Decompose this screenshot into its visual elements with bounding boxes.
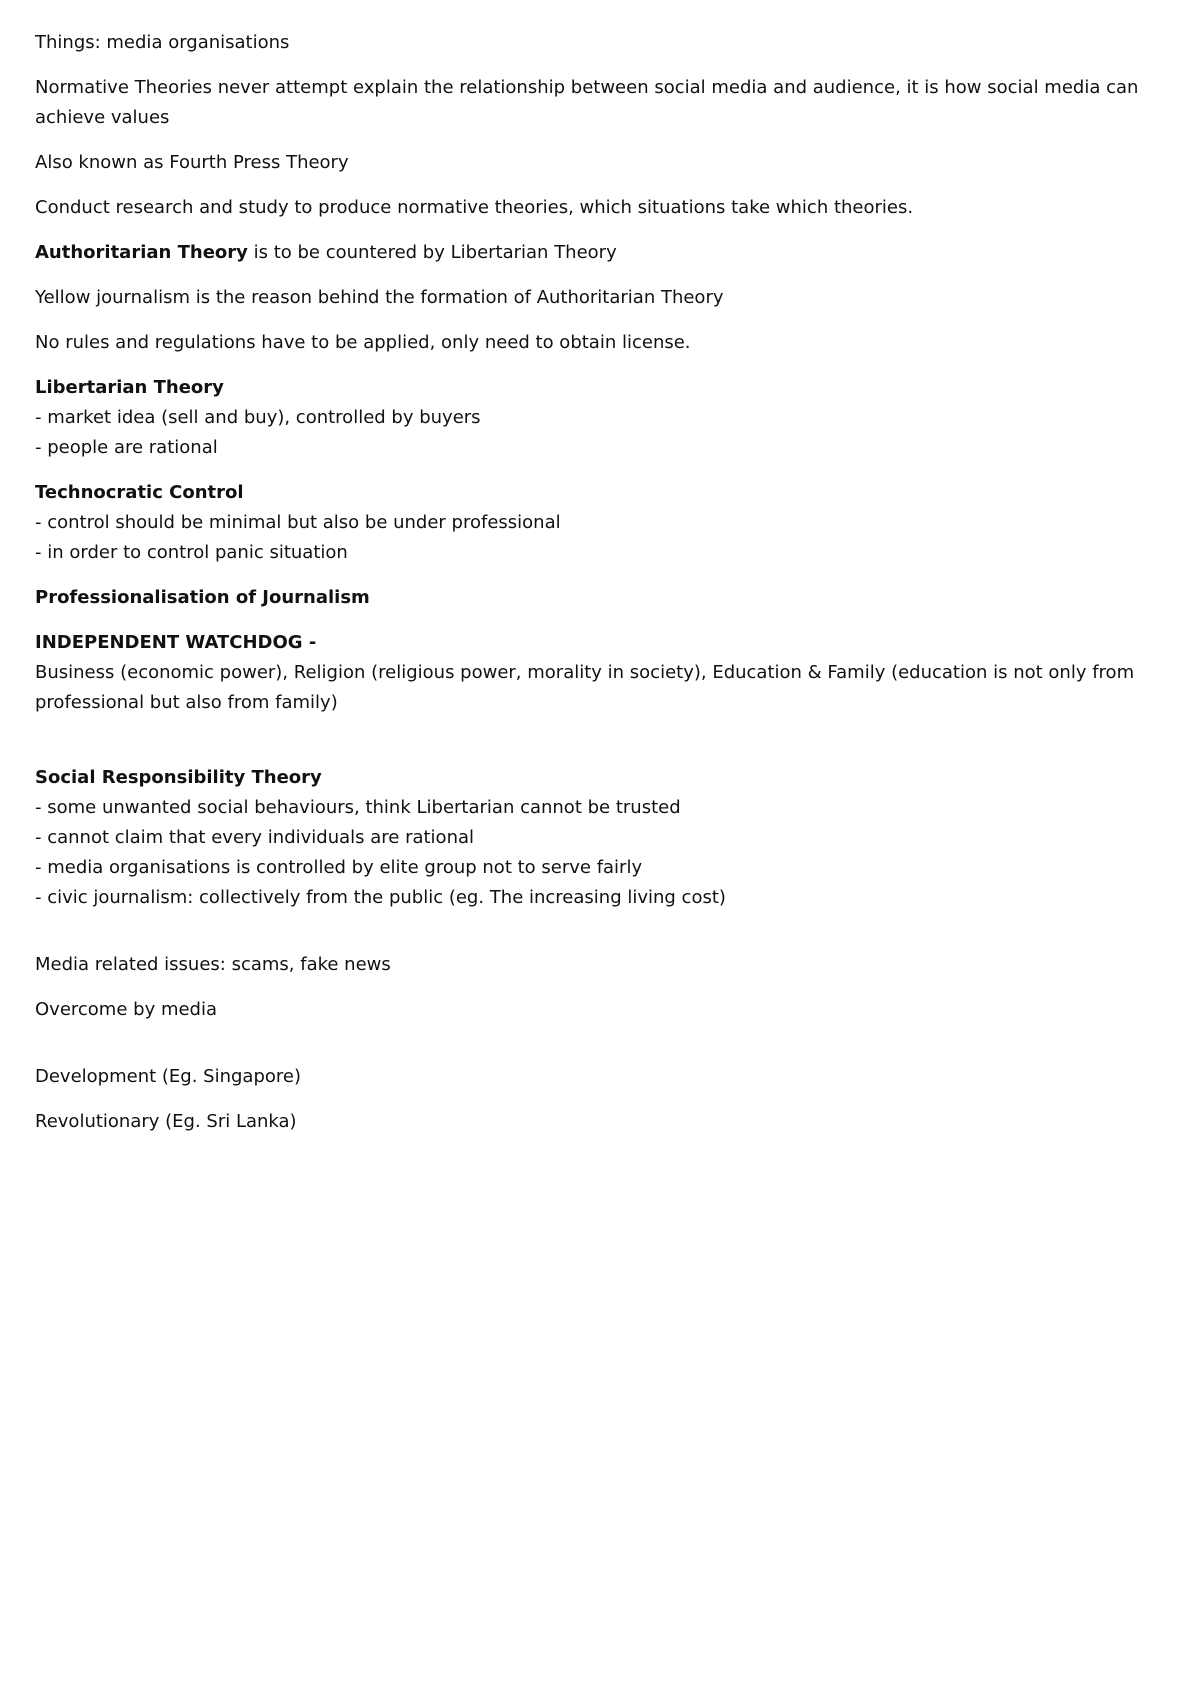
watchdog-section (35, 628, 1170, 718)
no-rules-line: No rules and regulations have to be applied, only need to obtain license. (35, 332, 691, 353)
list-item: - cannot claim that every individuals are rational (35, 827, 475, 848)
spacer (35, 928, 1170, 950)
authoritarian-line (35, 238, 1170, 268)
revolutionary-line: Revolutionary (Eg. Sri Lanka) (35, 1111, 297, 1132)
spacer (35, 733, 1170, 763)
libertarian-heading: Libertarian Theory (35, 377, 224, 398)
list-item: - civic journalism: collectively from the public (eg. The increasing living cost) (35, 887, 726, 908)
spacer (35, 1040, 1170, 1062)
watchdog-text: Business (economic power), Religion (religious power, morality in society), Education & Family (education is not only from professional but also from family) (35, 662, 1135, 713)
conduct-line: Conduct research and study to produce normative theories, which situations take which theories. (35, 197, 914, 218)
professionalisation-heading: Professionalisation of Journalism (35, 587, 370, 608)
technocratic-heading: Technocratic Control (35, 482, 244, 503)
things-line: Things: media organisations (35, 32, 290, 53)
social-responsibility-section (35, 763, 1170, 913)
technocratic-section (35, 478, 1170, 568)
list-item: - people are rational (35, 437, 218, 458)
list-item: - control should be minimal but also be under professional (35, 512, 561, 533)
authoritarian-rest: is to be countered by Libertarian Theory (247, 242, 617, 263)
media-issues-line: Media related issues: scams, fake news (35, 954, 391, 975)
list-item: - market idea (sell and buy), controlled by buyers (35, 407, 481, 428)
also-known-line: Also known as Fourth Press Theory (35, 152, 349, 173)
list-item: - in order to control panic situation (35, 542, 348, 563)
overcome-line: Overcome by media (35, 999, 218, 1020)
list-item: - some unwanted social behaviours, think Libertarian cannot be trusted (35, 797, 681, 818)
development-line: Development (Eg. Singapore) (35, 1066, 301, 1087)
libertarian-section (35, 373, 1170, 463)
document-page (35, 28, 1170, 1152)
watchdog-heading: INDEPENDENT WATCHDOG - (35, 632, 317, 653)
yellow-journalism-line: Yellow journalism is the reason behind the formation of Authoritarian Theory (35, 287, 724, 308)
list-item: - media organisations is controlled by elite group not to serve fairly (35, 857, 643, 878)
normative-paragraph: Normative Theories never attempt explain the relationship between social media and audience, it is how social media can achieve values (35, 77, 1139, 128)
social-responsibility-heading: Social Responsibility Theory (35, 767, 322, 788)
authoritarian-heading: Authoritarian Theory (35, 242, 248, 263)
